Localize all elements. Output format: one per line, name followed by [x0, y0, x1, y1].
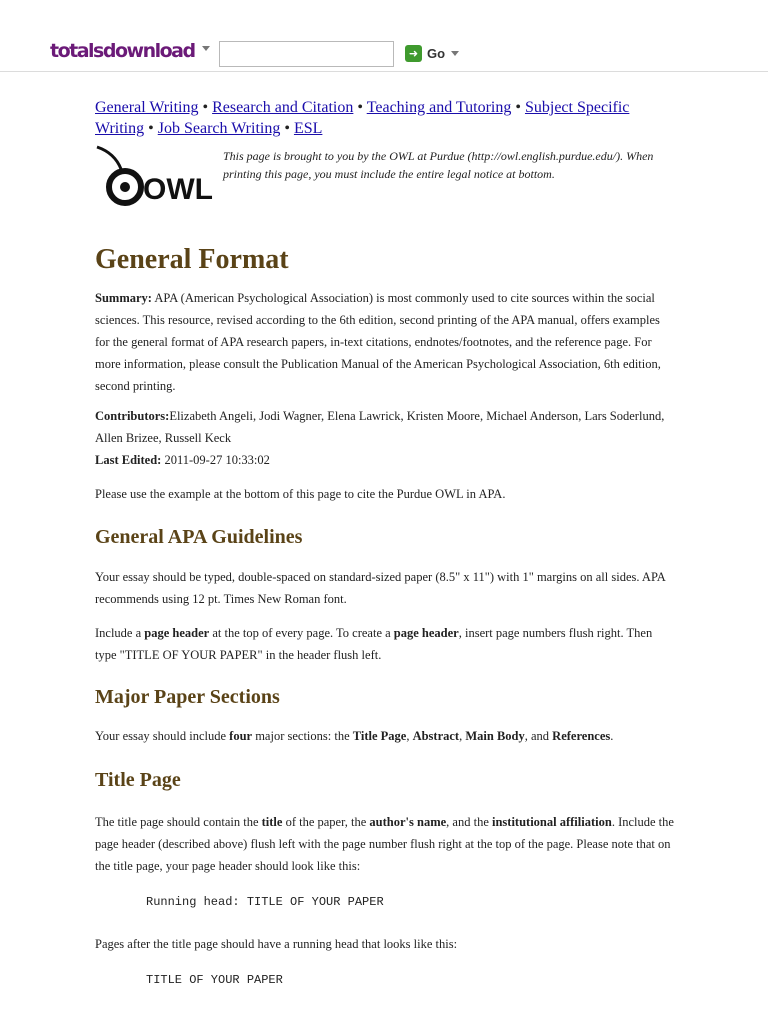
guidelines-paragraph-1: Your essay should be typed, double-spaced on standard-sized paper (8.5" x 11") with 1" margins on all sides. APA recommends using 12 pt. Times New Roman font.	[95, 570, 666, 606]
nav-separator: •	[202, 99, 209, 116]
summary-paragraph	[95, 287, 675, 397]
title-page-heading: Title Page	[95, 769, 181, 791]
text-run: Your essay should include	[95, 729, 230, 743]
owl-header	[95, 143, 675, 229]
text-run: , and	[524, 729, 553, 743]
nav-link-esl[interactable]: ESL	[293, 120, 323, 137]
owl-logo-text: OWL	[143, 173, 213, 206]
nav-link-teaching-tutoring[interactable]: Teaching and Tutoring	[366, 99, 512, 116]
go-label: Go	[427, 45, 446, 61]
nav-link-general-writing[interactable]: General Writing	[95, 99, 199, 116]
text-run: of the paper, the	[282, 815, 370, 829]
text-run: major sections: the	[252, 729, 353, 743]
bold-run: Abstract	[412, 729, 460, 743]
page-title: General Format	[95, 244, 289, 275]
text-run: . Include the page header (described above) flush left with the page number flush right at the top of the page. Please note that on the title page, your page header should look like this:	[95, 815, 674, 873]
nav-link-job-search[interactable]: Job Search Writing	[157, 120, 281, 137]
owl-logo	[95, 143, 213, 223]
contributors-paragraph	[95, 405, 675, 449]
go-dropdown-icon[interactable]	[451, 51, 459, 56]
last-edited-label: Last Edited:	[95, 453, 162, 467]
last-edited-text: 2011-09-27 10:33:02	[161, 453, 270, 467]
bold-run: page header	[393, 626, 459, 640]
bold-run: References	[552, 729, 611, 743]
text-run: Include a	[95, 626, 145, 640]
text-run: The title page should contain the	[95, 815, 262, 829]
summary-text: APA (American Psychological Association) is most commonly used to cite sources within the social sciences. This resource, revised according to the 6th edition, second printing of the APA manual, offers examples for the general format of APA research papers, in-text citations, endnotes/footnotes, and the reference page. For more information, please consult the Publication Manual of the American Psychological Association, 6th edition, second printing.	[95, 291, 661, 393]
logo-dropdown-icon[interactable]	[202, 46, 210, 51]
major-sections-paragraph	[95, 725, 675, 747]
bold-run: page header	[144, 626, 210, 640]
running-head-example: Running head: TITLE OF YOUR PAPER	[146, 895, 384, 909]
text-run: .	[610, 729, 614, 743]
text-run: ,	[406, 729, 413, 743]
contributors-text: Elizabeth Angeli, Jodi Wagner, Elena Lawrick, Kristen Moore, Michael Anderson, Lars Soderlund, Allen Brizee, Russell Keck	[95, 409, 665, 445]
running-head-example-2: TITLE OF YOUR PAPER	[146, 973, 283, 987]
bold-run: four	[229, 729, 253, 743]
bold-run: institutional affiliation	[492, 815, 612, 829]
go-arrow-icon: ➜	[405, 45, 422, 62]
cite-note: Please use the example at the bottom of this page to cite the Purdue OWL in APA.	[95, 487, 506, 501]
nav-separator: •	[357, 99, 363, 116]
nav-separator: •	[515, 99, 521, 116]
title-page-paragraph-1	[95, 811, 675, 877]
breadcrumb-nav	[95, 97, 675, 139]
guidelines-paragraph-2	[95, 622, 675, 666]
guidelines-heading: General APA Guidelines	[95, 526, 303, 548]
totalsdownload-logo[interactable]: totalsdownload	[50, 40, 195, 62]
top-toolbar	[0, 0, 768, 72]
nav-link-research-citation[interactable]: Research and Citation	[212, 99, 354, 116]
page-content	[95, 97, 675, 989]
text-run: , and the	[446, 815, 492, 829]
text-run: , insert page numbers flush right. Then type "TITLE OF YOUR PAPER" in the header flush left.	[95, 626, 653, 662]
bold-run: Title Page	[352, 729, 407, 743]
bold-run: title	[261, 815, 283, 829]
bold-run: author's name	[369, 815, 447, 829]
text-run: at the top of every page. To create a	[209, 626, 394, 640]
nav-link-subject-specific[interactable]: Subject Specific Writing	[95, 99, 630, 137]
last-edited-paragraph	[95, 449, 675, 471]
nav-separator: •	[148, 120, 154, 137]
text-run: ,	[459, 729, 466, 743]
legal-notice: This page is brought to you by the OWL at Purdue (http://owl.english.purdue.edu/). When printing this page, you must include the entire legal notice at bottom.	[223, 149, 654, 181]
go-button[interactable]	[405, 43, 459, 63]
summary-label: Summary:	[95, 291, 152, 305]
search-input[interactable]	[219, 41, 394, 67]
title-page-paragraph-2: Pages after the title page should have a running head that looks like this:	[95, 937, 458, 951]
contributors-label: Contributors:	[95, 409, 170, 423]
nav-separator: •	[284, 120, 290, 137]
major-sections-heading: Major Paper Sections	[95, 686, 280, 708]
bold-run: Main Body	[465, 729, 525, 743]
